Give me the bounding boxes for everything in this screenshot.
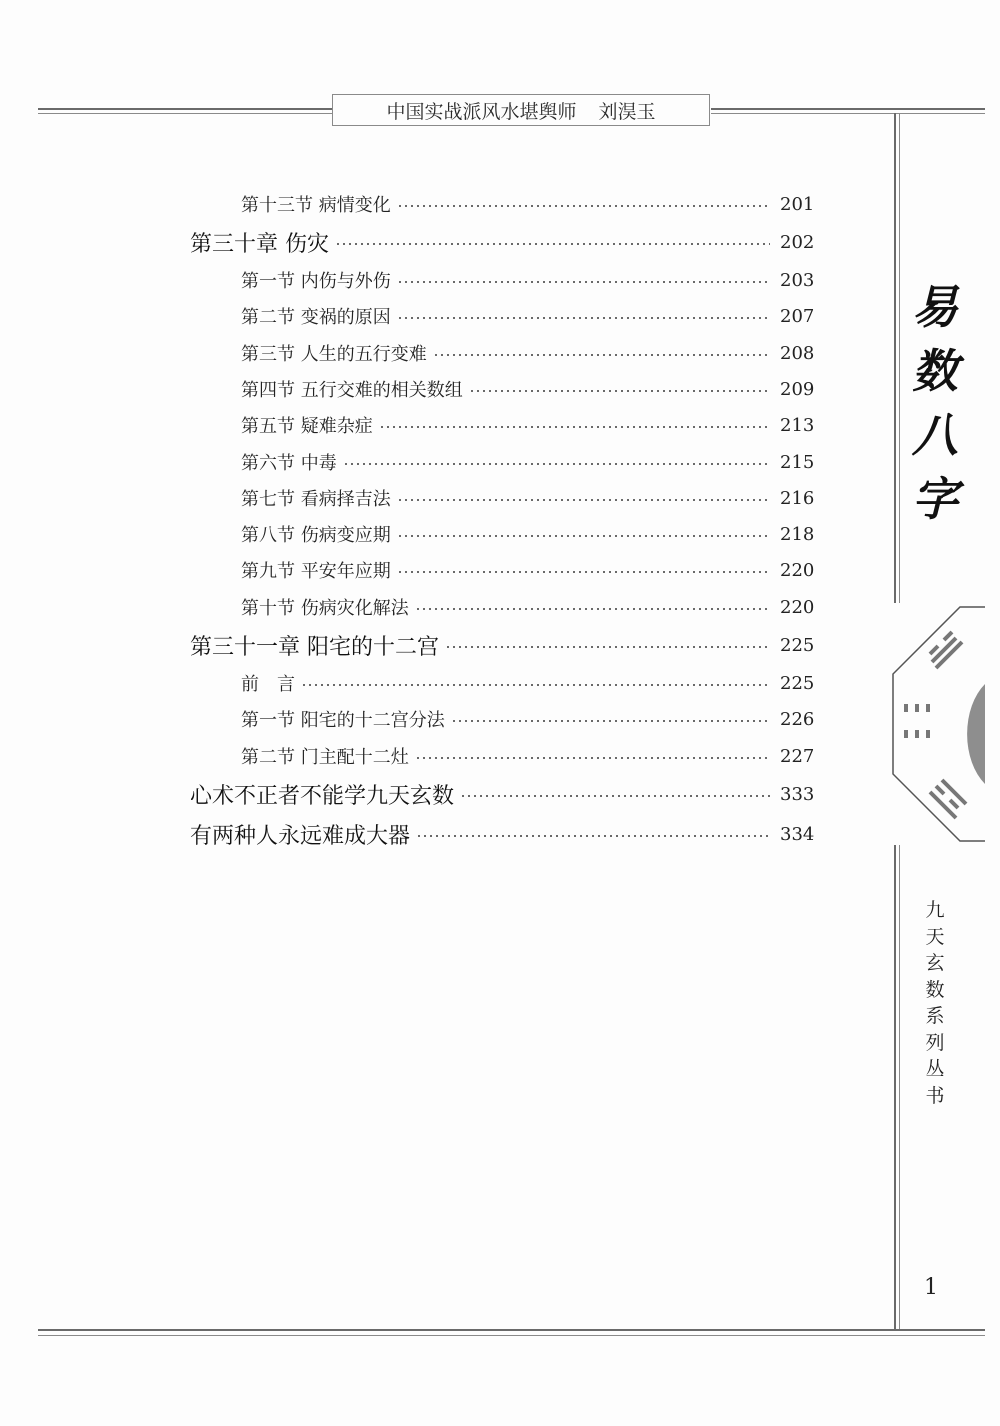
toc-page-number: 333 — [780, 783, 815, 805]
series-char: 数 — [925, 978, 945, 1001]
toc-page-number: 220 — [780, 559, 815, 581]
dot-leader — [379, 426, 770, 428]
toc-entry-title: 第五节 疑难杂症 — [241, 416, 373, 437]
toc-section-entry[interactable] — [241, 189, 815, 219]
toc-entry-title: 第十节 伤病灾化解法 — [241, 598, 409, 619]
dot-leader — [433, 354, 770, 356]
book-title-char: 字 — [912, 472, 958, 526]
page-number: 1 — [924, 1275, 938, 1300]
bottom-rule-1 — [38, 1329, 985, 1331]
dot-leader — [415, 757, 770, 759]
dot-leader — [343, 463, 770, 465]
toc-section-entry[interactable] — [241, 555, 815, 585]
toc-section-entry[interactable] — [241, 741, 815, 771]
running-header — [332, 94, 710, 126]
toc-page-number: 225 — [780, 672, 815, 694]
top-rule-left-1 — [38, 108, 332, 110]
side-rule-upper-2 — [899, 113, 900, 603]
dot-leader — [451, 720, 770, 722]
toc-entry-title: 第十三节 病情变化 — [241, 195, 391, 216]
dot-leader — [397, 317, 770, 319]
dot-leader — [416, 835, 770, 837]
toc-entry-title: 第七节 看病择吉法 — [241, 489, 391, 510]
side-rule-lower-1 — [894, 845, 896, 1329]
toc-section-entry[interactable] — [241, 668, 815, 698]
book-title-char: 数 — [912, 344, 958, 398]
toc-entry-title: 心术不正者不能学九天玄数 — [190, 783, 455, 809]
series-char: 丛 — [925, 1058, 945, 1080]
toc-chapter-entry[interactable] — [190, 819, 815, 849]
toc-chapter-entry[interactable] — [190, 227, 815, 257]
side-rule-upper-1 — [894, 113, 896, 603]
bottom-rule-2 — [38, 1335, 985, 1336]
header-title: 中国实战派风水堪舆师 — [386, 100, 577, 123]
toc-section-entry[interactable] — [241, 447, 815, 477]
top-rule-right-1 — [711, 108, 985, 110]
series-char: 列 — [925, 1031, 945, 1054]
toc-entry-title: 第三十章 伤灾 — [190, 231, 329, 257]
bagua-emblem-icon — [890, 604, 1000, 844]
toc-section-entry[interactable] — [241, 592, 815, 622]
toc-entry-title: 第二节 门主配十二灶 — [241, 747, 409, 768]
series-char: 天 — [925, 925, 945, 948]
dot-leader — [397, 571, 770, 573]
header-author: 刘淏玉 — [598, 100, 656, 123]
dot-leader — [415, 608, 770, 610]
toc-page-number: 225 — [780, 634, 815, 656]
toc-page-number: 207 — [780, 305, 815, 327]
dot-leader — [335, 243, 770, 245]
toc-section-entry[interactable] — [241, 338, 815, 368]
toc-entry-title: 有两种人永远难成大器 — [190, 823, 411, 849]
book-title-vertical — [905, 275, 965, 531]
toc-page-number: 201 — [780, 193, 815, 215]
toc-section-entry[interactable] — [241, 483, 815, 513]
toc-page-number: 220 — [780, 596, 815, 618]
toc-chapter-entry[interactable] — [190, 779, 815, 809]
toc-page-number: 334 — [780, 823, 815, 845]
toc-entry-title: 第二节 变祸的原因 — [241, 307, 391, 328]
dot-leader — [469, 390, 770, 392]
toc-entry-title: 第四节 五行交难的相关数组 — [241, 380, 463, 401]
dot-leader — [397, 205, 770, 207]
book-title-char: 八 — [912, 408, 958, 462]
toc-page-number: 215 — [780, 451, 815, 473]
toc-page-number: 203 — [780, 269, 815, 291]
toc-page-number: 202 — [780, 231, 815, 253]
dot-leader — [445, 646, 770, 648]
series-char: 书 — [925, 1084, 945, 1107]
dot-leader — [460, 795, 770, 797]
toc-page-number: 227 — [780, 745, 815, 767]
series-char: 九 — [925, 899, 945, 921]
toc-entry-title: 第三十一章 阳宅的十二宫 — [190, 634, 439, 660]
toc-entry-title: 前 言 — [241, 674, 295, 695]
series-title-vertical — [918, 897, 952, 1109]
toc-section-entry[interactable] — [241, 704, 815, 734]
side-rule-lower-2 — [899, 845, 900, 1329]
toc-page-number: 218 — [780, 523, 815, 545]
toc-entry-title: 第三节 人生的五行变难 — [241, 344, 427, 365]
toc-page-number: 213 — [780, 414, 815, 436]
toc-entry-title: 第九节 平安年应期 — [241, 561, 391, 582]
toc-page-number: 226 — [780, 708, 815, 730]
dot-leader — [397, 281, 770, 283]
toc-section-entry[interactable] — [241, 301, 815, 331]
book-title-char: 易 — [912, 280, 958, 334]
dot-leader — [301, 684, 770, 686]
top-rule-left-2 — [38, 113, 332, 114]
series-char: 玄 — [925, 952, 945, 974]
toc-chapter-entry[interactable] — [190, 630, 815, 660]
dot-leader — [397, 499, 770, 501]
toc-page-number: 209 — [780, 378, 815, 400]
series-char: 系 — [925, 1005, 945, 1027]
toc-entry-title: 第八节 伤病变应期 — [241, 525, 391, 546]
toc-section-entry[interactable] — [241, 265, 815, 295]
top-rule-right-2 — [711, 113, 985, 114]
toc-entry-title: 第一节 内伤与外伤 — [241, 271, 391, 292]
toc-section-entry[interactable] — [241, 374, 815, 404]
toc-page-number: 208 — [780, 342, 815, 364]
toc-section-entry[interactable] — [241, 519, 815, 549]
toc-page-number: 216 — [780, 487, 815, 509]
toc-entry-title: 第六节 中毒 — [241, 453, 337, 474]
dot-leader — [397, 535, 770, 537]
toc-section-entry[interactable] — [241, 410, 815, 440]
toc-entry-title: 第一节 阳宅的十二宫分法 — [241, 710, 445, 731]
